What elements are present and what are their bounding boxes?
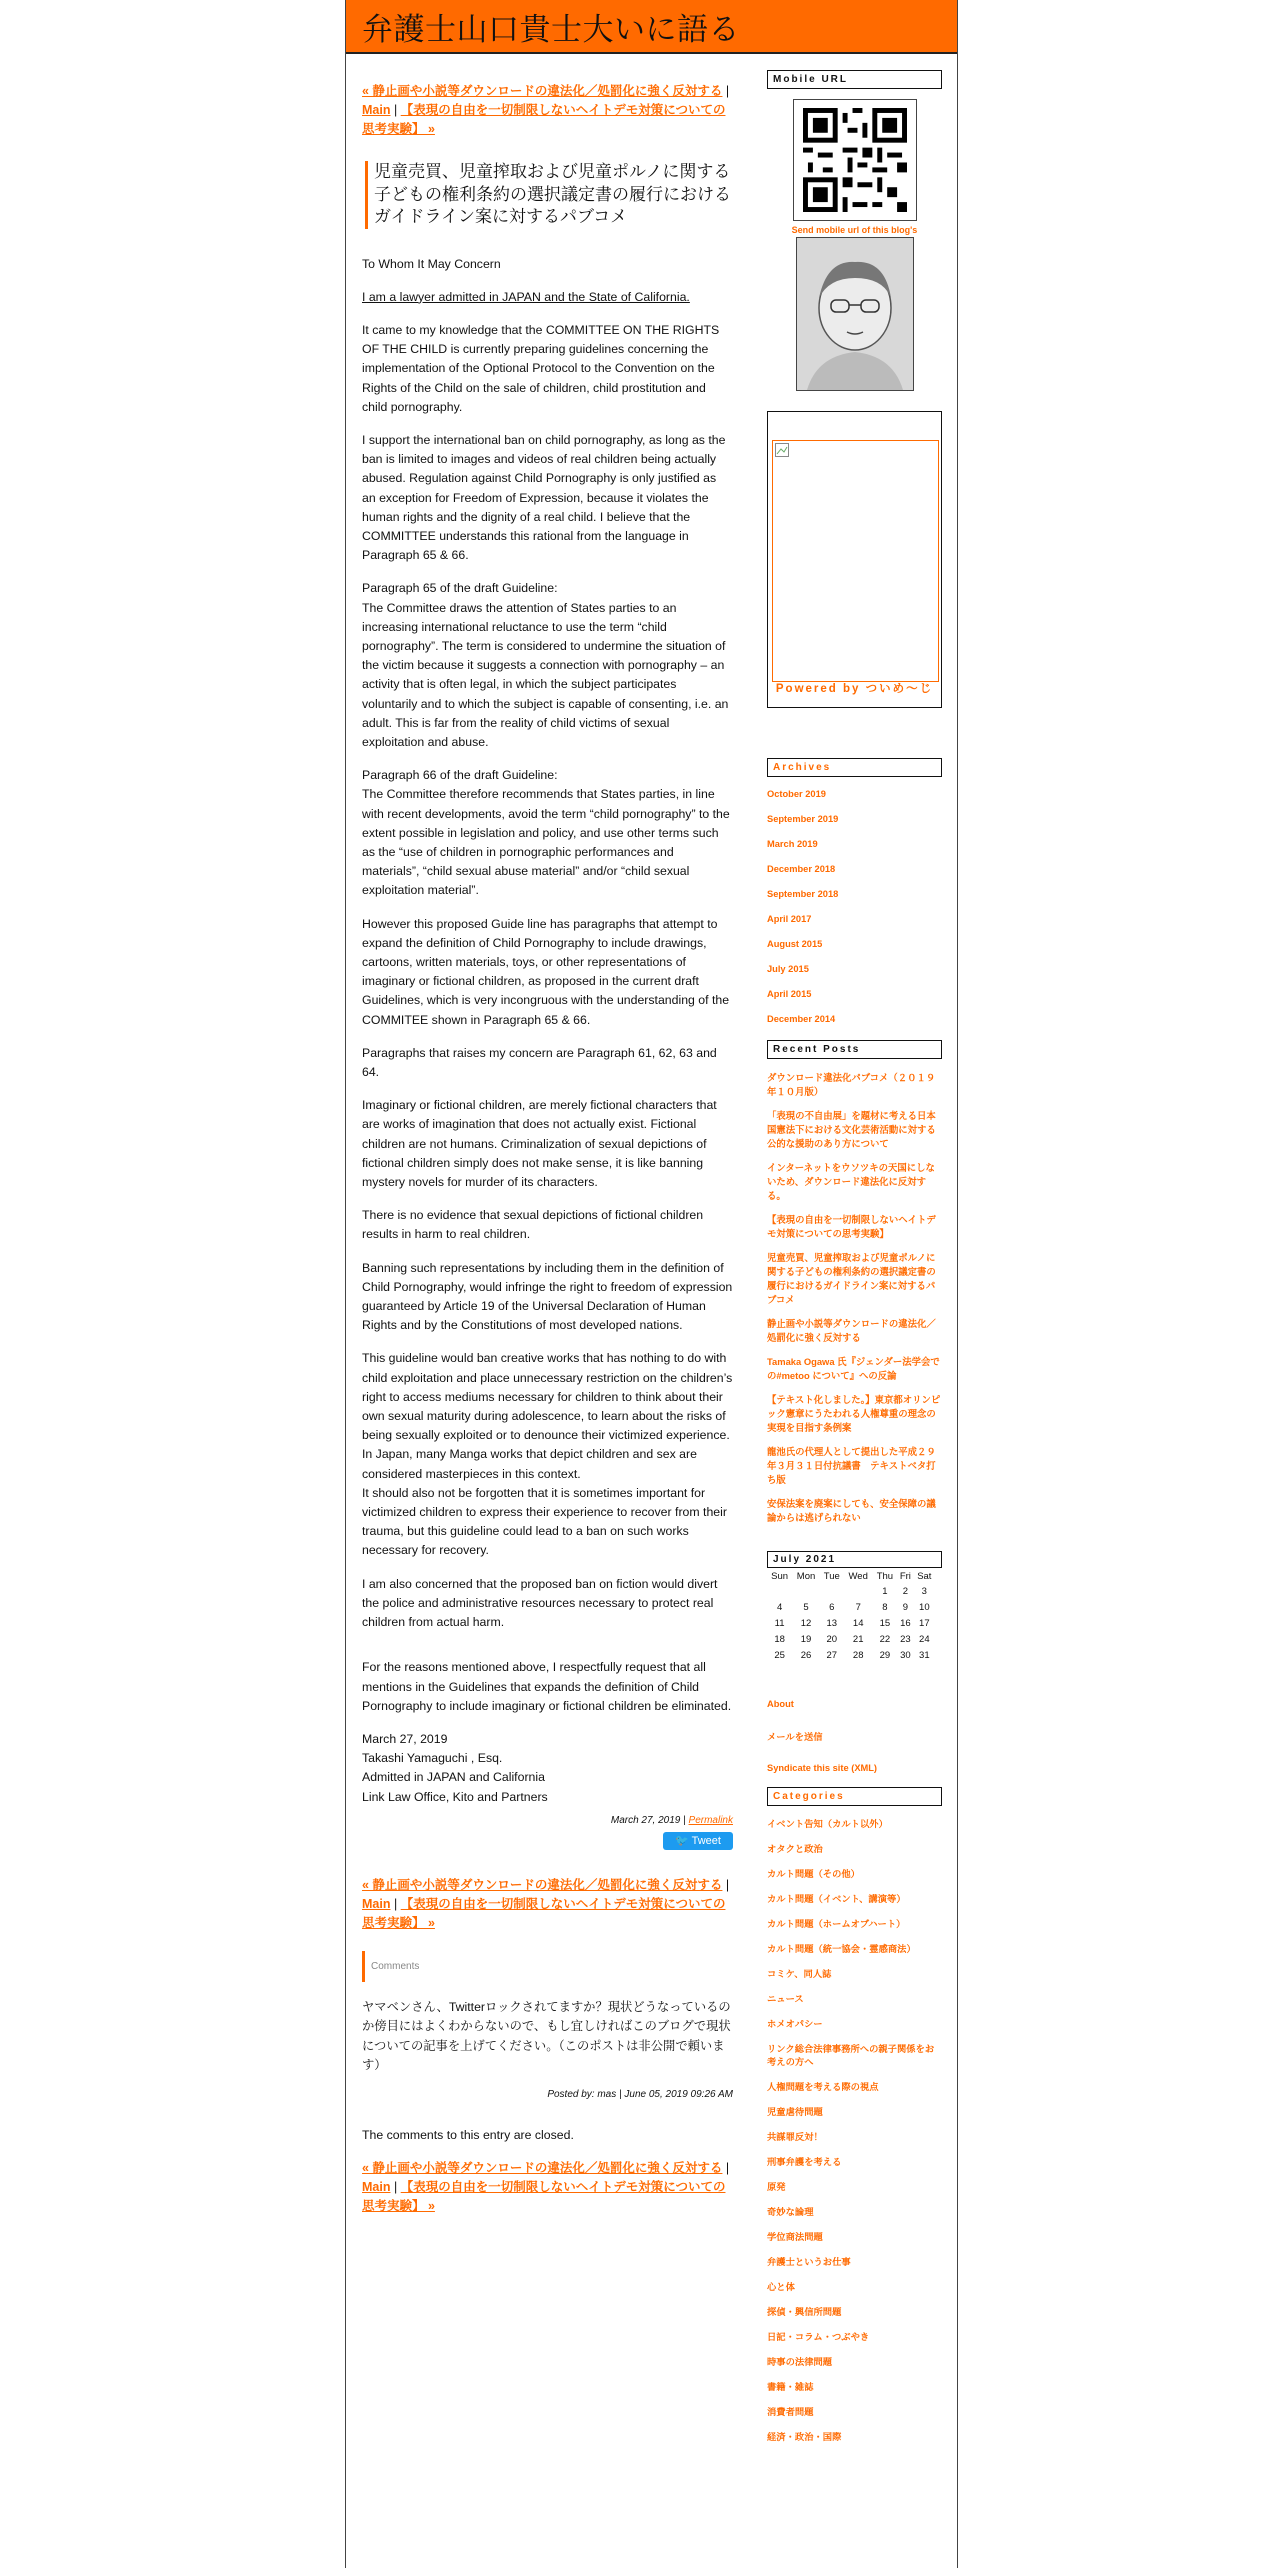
misc-links (767, 1699, 942, 1773)
avatar-portrait-icon (797, 238, 913, 390)
post-paragraph: Imaginary or fictional children, are merely fictional characters that are works of imagination that does not actually exist. Fictional children are not humans. Criminalization of sexual depictions of fictional children simply does not make sense, it is like banning mystery novels for murder of its characters. (362, 1098, 717, 1190)
calendar-day: 27 (826, 1649, 838, 1661)
post-paragraph: For the reasons mentioned above, I respectfully request that all mentions in the Guidelines that expands the definition of Child Pornography to include imaginary or fictional children be eliminated. (362, 1660, 732, 1713)
post-paragraph: Paragraphs that raises my concern are Paragraph 61, 62, 63 and 64. (362, 1045, 717, 1080)
quote-heading: Paragraph 65 of the draft Guideline: (362, 581, 558, 596)
site-title[interactable]: 弁護士山口貴士大いに語る (362, 11, 740, 48)
calendar (767, 1551, 942, 1663)
calendar-day: 12 (800, 1617, 812, 1629)
mobile-url-heading: Mobile URL (767, 70, 942, 89)
next-entry-link[interactable]: 【表現の自由を一切制限しないヘイトデモ対策についての思考実験】 » (362, 2180, 726, 2214)
tweet-label: Tweet (691, 1834, 721, 1847)
avatar (796, 237, 914, 391)
calendar-day: 10 (919, 1601, 930, 1613)
category-link[interactable]: 弁護士というお仕事 (767, 2257, 851, 2267)
calendar-day: 19 (800, 1633, 812, 1645)
signature-admission: Admitted in JAPAN and California (362, 1770, 545, 1785)
broken-image-icon (775, 443, 789, 457)
post-paragraph: There is no evidence that sexual depictions of fictional children results in harm to real children. (362, 1208, 704, 1242)
category-link[interactable]: 刑事弁護を考える (767, 2157, 842, 2167)
calendar-day (792, 1583, 820, 1599)
comments-closed: The comments to this entry are closed. (362, 2128, 574, 2143)
calendar-day: 15 (879, 1617, 891, 1629)
archive-link[interactable]: December 2014 (767, 1014, 836, 1024)
calendar-table (767, 1570, 935, 1663)
about-link[interactable]: About (767, 1699, 794, 1709)
signature-name: Takashi Yamaguchi , Esq. (362, 1751, 503, 1766)
category-link[interactable]: カルト問題（統一協会・霊感商法） (767, 1944, 916, 1954)
archive-link[interactable]: September 2018 (767, 889, 839, 899)
calendar-weekday: Thu (876, 1571, 894, 1582)
comments-heading: Comments (362, 1951, 733, 1982)
recent-post-link[interactable]: インターネットをウソツキの天国にしないため、ダウンロード違法化に反対する。 (767, 1162, 935, 1201)
post-title: 児童売買、児童搾取および児童ポルノに関する子どもの権利条約の選択議定書の履行におけるガイドライン案に対するパブコメ (365, 161, 733, 229)
category-link[interactable]: カルト問題（その他） (767, 1869, 860, 1879)
calendar-day: 1 (882, 1585, 888, 1597)
recent-post-link[interactable]: 児童売買、児童搾取および児童ポルノに関する子どもの権利条約の選択議定書の履行におけるガイドライン案に対するパブコメ (767, 1252, 936, 1305)
calendar-day: 22 (879, 1633, 891, 1645)
prev-entry-link[interactable]: « 静止画や小説等ダウンロードの違法化／処罰化に強く反対する (362, 1877, 723, 1892)
post-paragraph: I am also concerned that the proposed ban on fiction would divert the police and administrative resources necessary to protect real children from actual harm. (362, 1576, 718, 1630)
next-entry-link[interactable]: 【表現の自由を一切制限しないヘイトデモ対策についての思考実験】 » (362, 103, 726, 136)
calendar-weekday: Tue (823, 1571, 840, 1582)
sidebar (767, 70, 942, 2456)
post-paragraph: I support the international ban on child pornography, as long as the ban is limited to images and videos of real children being actually abused. Regulation against Child Pornography is only justified as an exception for Freedom of Expression, because it violates the human rights and the dignity of a real child. I believe that the COMMITTEE understands this rational from the language in Paragraph 65 & 66. (362, 432, 726, 563)
post-quote (362, 579, 733, 752)
recent-post-link[interactable]: ダウンロード違法化パブコメ（２０１９年１０月版） (767, 1072, 936, 1097)
calendar-day: 20 (826, 1633, 838, 1645)
main-column (362, 82, 733, 2238)
nav-separator: | (393, 2180, 398, 2195)
calendar-day: 30 (900, 1649, 911, 1661)
calendar-day: 11 (774, 1617, 785, 1629)
archive-link[interactable]: December 2018 (767, 864, 836, 874)
signature-date: March 27, 2019 (362, 1731, 448, 1746)
calendar-weekday: Sat (917, 1571, 932, 1582)
footer-separator: | (683, 1814, 686, 1826)
post-greeting: To Whom It May Concern (362, 256, 501, 271)
calendar-title: July 2021 (767, 1551, 942, 1568)
permalink[interactable]: Permalink (688, 1814, 733, 1826)
calendar-day (820, 1583, 844, 1599)
recent-post-link[interactable]: 【テキスト化しました。】東京都オリンピック憲章にうたわれる人権尊重の理念の実現を目指す条例案 (767, 1394, 941, 1433)
calendar-week (767, 1583, 935, 1599)
paragraph-text: This guideline would ban creative works that has nothing to do with child exploitation and place unnecessary restriction on the children’s right to access mediums necessary for children to think about their own sexual maturity during adolescence, to learn about the risks of being sexually exploited or to denounce their victimized experience. In Japan, many Manga works that depict children and sex are considered masterpieces in this context. (362, 1351, 733, 1481)
calendar-day: 8 (882, 1601, 888, 1613)
post-signature (362, 1730, 733, 1807)
post-paragraph (362, 1349, 733, 1560)
archive-link[interactable]: March 2019 (767, 839, 818, 849)
comment-body: ヤマベンさん、Twitterロックされてますか？現状どうなっているのか傍目にはよくわからないので、もし宜しければこのブログで現状についての記事を上げてください。（このポストは非公開で頼います） (362, 2000, 731, 2072)
send-mail-link[interactable]: メールを送信 (767, 1732, 823, 1742)
category-link[interactable]: 奇妙な論理 (767, 2207, 814, 2217)
calendar-day: 6 (829, 1601, 835, 1613)
powered-by-link[interactable]: Powered by ついめ〜じ (775, 683, 934, 695)
site-banner (346, 0, 957, 54)
post-paragraph: Banning such representations by including them in the definition of Child Pornography, would infringe the right to freedom of expression guaranteed by Article 19 of the Universal Declaration of Human Rights and by the Constitutions of most developed nations. (362, 1260, 733, 1333)
calendar-day (844, 1583, 873, 1599)
category-link[interactable]: 心と体 (767, 2282, 795, 2292)
category-link[interactable]: 消費者問題 (767, 2407, 814, 2417)
category-link[interactable]: 探偵・興信所問題 (767, 2307, 842, 2317)
calendar-day: 26 (800, 1649, 812, 1661)
nav-separator: | (725, 1877, 730, 1892)
entry-nav-top (362, 82, 733, 139)
post-quote (362, 766, 733, 900)
calendar-day: 2 (902, 1585, 909, 1597)
recent-posts-list (767, 1071, 942, 1525)
category-link[interactable]: 時事の法律問題 (767, 2357, 833, 2367)
calendar-week (767, 1599, 935, 1615)
calendar-day: 9 (902, 1601, 909, 1613)
category-link[interactable]: 書籍・雑誌 (767, 2382, 814, 2392)
categories-heading: Categories (767, 1787, 942, 1806)
calendar-day: 7 (855, 1601, 861, 1613)
next-entry-link[interactable]: 【表現の自由を一切制限しないヘイトデモ対策についての思考実験】 » (362, 1896, 726, 1930)
category-link[interactable]: 経済・政治・国際 (767, 2432, 842, 2442)
twitter-widget (767, 411, 942, 708)
calendar-week (767, 1631, 935, 1647)
calendar-day: 29 (879, 1649, 891, 1661)
prev-entry-link[interactable]: « 静止画や小説等ダウンロードの違法化／処罰化に強く反対する (362, 2161, 723, 2176)
nav-separator: | (725, 84, 730, 98)
calendar-weekday: Sun (771, 1571, 789, 1582)
calendar-day: 21 (852, 1633, 864, 1645)
recent-post-link[interactable]: 「表現の不自由展」を題材に考える日本国憲法下における文化芸術活動に対する公的な援助のあり方について (767, 1110, 936, 1149)
calendar-day: 13 (826, 1617, 838, 1629)
category-link[interactable]: ニュース (767, 1994, 804, 2004)
category-link[interactable]: カルト問題（ホームオブハート） (767, 1919, 906, 1929)
quote-heading: Paragraph 66 of the draft Guideline: (362, 768, 558, 783)
nav-separator: | (725, 2161, 730, 2176)
category-link[interactable]: オタクと政治 (767, 1844, 823, 1854)
calendar-week (767, 1615, 935, 1631)
recent-post-link[interactable]: 龍池氏の代理人として提出した平成２９年３月３１日付抗議書 テキストベタ打ち版 (767, 1446, 936, 1485)
page-container (345, 0, 958, 2568)
main-link[interactable]: Main (362, 103, 391, 117)
twitter-bird-icon: 🐦 (675, 1834, 689, 1847)
post-date: March 27, 2019 (610, 1814, 681, 1826)
calendar-weekday: Fri (899, 1571, 911, 1582)
calendar-day: 14 (852, 1617, 864, 1629)
post-intro: I am a lawyer admitted in JAPAN and the State of California. (362, 289, 690, 304)
recent-post-link[interactable]: 静止画や小説等ダウンロードの違法化／処罰化に強く反対する (767, 1318, 936, 1343)
post-paragraph: However this proposed Guide line has paragraphs that attempt to expand the definition of Child Pornography to include drawings, cartoons, written materials, toys, or other representations of imaginary or fictional children, as proposed in the current draft Guidelines, which is very incongruous with the understanding of the COMMITEE shown in Paragraph 65 & 66. (362, 916, 730, 1027)
syndicate-link[interactable]: Syndicate this site (XML) (767, 1763, 878, 1773)
qr-code[interactable] (793, 99, 917, 221)
post-footer (362, 1811, 733, 1830)
category-link[interactable]: 人権問題を考える際の視点 (767, 2082, 879, 2092)
archive-link[interactable]: August 2015 (767, 939, 823, 949)
category-link[interactable]: ホメオパシー (767, 2019, 823, 2029)
post-paragraph: It came to my knowledge that the COMMITTEE ON THE RIGHTS OF THE CHILD is currently preparing guidelines concerning the implementation of the Optional Protocol to the Convention on the Rights of the Child on the sale of children, child prostitution and child pornography. (362, 322, 720, 414)
calendar-day: 18 (774, 1633, 785, 1645)
category-link[interactable]: カルト問題（イベント、講演等） (767, 1894, 906, 1904)
category-link[interactable]: イベント告知（カルト以外） (767, 1819, 888, 1829)
recent-posts-heading: Recent Posts (767, 1040, 942, 1059)
calendar-day: 3 (921, 1585, 927, 1597)
prev-entry-link[interactable]: « 静止画や小説等ダウンロードの違法化／処罰化に強く反対する (362, 84, 723, 98)
recent-post-link[interactable]: Tamaka Ogawa 氏『ジェンダー法学会での#metoo について』への反論 (767, 1356, 940, 1381)
calendar-weekday: Mon (796, 1571, 816, 1582)
main-link[interactable]: Main (362, 1896, 391, 1911)
calendar-day: 31 (919, 1649, 930, 1661)
quote-text: The Committee therefore recommends that States parties, in line with recent developments, avoid the term “child pornography” to the extent possible in legislation and policy, and use other terms such as the “use of children in pornographic performances and materials”, “child sexual abuse material” and/or “child sexual exploitation material”. (362, 787, 730, 898)
calendar-day: 17 (919, 1617, 930, 1629)
nav-separator: | (393, 103, 398, 117)
recent-post-link[interactable]: 【表現の自由を一切制限しないヘイトデモ対策についての思考実験】 (767, 1214, 936, 1239)
category-link[interactable]: コミケ、同人誌 (767, 1969, 832, 1979)
signature-office: Link Law Office, Kito and Partners (362, 1789, 548, 1804)
calendar-week (767, 1647, 935, 1663)
calendar-day: 25 (774, 1649, 785, 1661)
comment-footer: Posted by: mas | June 05, 2019 09:26 AM (547, 2088, 733, 2100)
category-link[interactable]: 共謀罪反対！ (767, 2132, 823, 2142)
quote-text: The Committee draws the attention of States parties to an increasing international reluctance to use the term “child pornography”. The term is considered to undermine the situation of the victim because it suggests a connection with pornography – an activity that is often legal, in which the subject participates voluntarily and to which the subject is capable of consenting, i.e. an adult. This is far from the reality of child victims of sexual exploitation and abuse. (362, 600, 729, 749)
category-link[interactable]: リンク総合法律事務所への親子関係をお考えの方へ (767, 2044, 935, 2067)
archives-heading: Archives (767, 758, 942, 777)
calendar-day (767, 1583, 792, 1599)
entry-nav-middle (362, 1876, 733, 1933)
paragraph-text: It should also not be forgotten that it is sometimes important for victimized children to express their experience to recover from their trauma, but this guideline could lead to a ban on such works necessary for recovery. (362, 1485, 727, 1558)
archive-link[interactable]: September 2019 (767, 814, 839, 824)
archive-link[interactable]: April 2015 (767, 989, 812, 999)
archives-list (767, 789, 942, 1024)
main-link[interactable]: Main (362, 2180, 391, 2195)
calendar-day: 28 (852, 1649, 864, 1661)
qr-code-graphic (803, 108, 907, 212)
calendar-weekday: Wed (848, 1571, 868, 1582)
archive-link[interactable]: October 2019 (767, 789, 826, 799)
archive-link[interactable]: July 2015 (767, 964, 809, 974)
category-link[interactable]: 児童虐待問題 (767, 2107, 823, 2117)
recent-post-link[interactable]: 安保法案を廃案にしても、安全保障の議論からは逃げられない (767, 1498, 936, 1523)
send-mobile-url-link[interactable]: Send mobile url of this blog's (791, 225, 918, 235)
nav-separator: | (393, 1896, 398, 1911)
tweet-button[interactable] (663, 1832, 733, 1850)
calendar-day: 4 (776, 1601, 783, 1613)
archive-link[interactable]: April 2017 (767, 914, 812, 924)
category-link[interactable]: 学位商法問題 (767, 2232, 823, 2242)
entry-nav-bottom (362, 2159, 733, 2216)
categories-list (767, 1818, 942, 2444)
calendar-day: 24 (919, 1633, 930, 1645)
category-link[interactable]: 原発 (767, 2182, 786, 2192)
calendar-day: 23 (900, 1633, 911, 1645)
twitter-image-frame[interactable] (772, 440, 939, 682)
calendar-day: 16 (900, 1617, 911, 1629)
calendar-day: 5 (803, 1601, 809, 1613)
category-link[interactable]: 日記・コラム・つぶやき (767, 2332, 870, 2342)
